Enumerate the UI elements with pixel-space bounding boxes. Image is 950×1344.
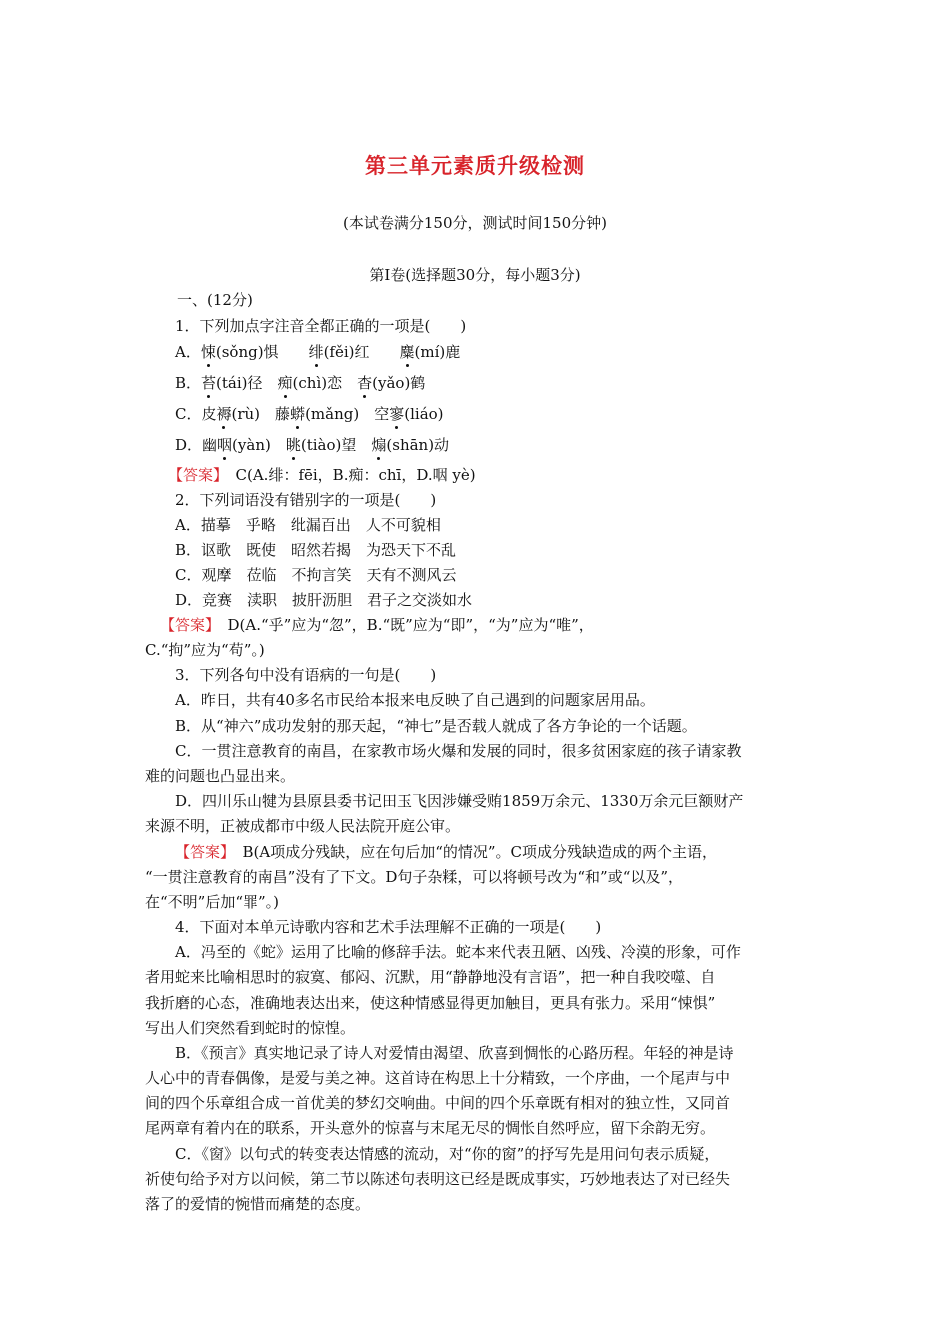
question-1-option-a: A．悚(sǒng)惧 绯(fěi)红 麋(mí)鹿 <box>175 343 461 361</box>
question-4-option-b-cont: 间的四个乐章组合成一首优美的梦幻交响曲。中间的四个乐章既有相对的独立性，又同首 <box>145 1094 731 1112</box>
question-2-answer-cont: C.“拘”应为“苟”。) <box>145 641 265 659</box>
question-3-option-c: C．一贯注意教育的南昌，在家教市场火爆和发展的同时，很多贫困家庭的孩子请家教 <box>175 742 742 760</box>
question-4-option-c-cont: 祈使句给予对方以问候，第二节以陈述句表明这已经是既成事实，巧妙地表达了对已经失 <box>145 1170 731 1188</box>
question-3-option-d-cont: 来源不明，正被成都市中级人民法院开庭公审。 <box>145 817 461 835</box>
question-1-option-d: D．幽咽(yàn) 眺(tiào)望 煽(shān)动 <box>175 436 450 454</box>
question-4-option-c: C．《窗》以句式的转变表达情感的流动，对“你的窗”的抒写先是用问句表示质疑， <box>175 1145 720 1163</box>
exam-info: (本试卷满分150分，测试时间150分钟) <box>343 214 607 232</box>
question-3-stem: 3．下列各句中没有语病的一句是( ) <box>175 666 437 684</box>
answer-tag: 【答案】 <box>175 843 228 861</box>
answer-tag: 【答案】 <box>160 616 213 634</box>
question-4-stem: 4．下面对本单元诗歌内容和艺术手法理解不正确的一项是( ) <box>175 918 602 936</box>
question-4-option-a: A．冯至的《蛇》运用了比喻的修辞手法。蛇本来代表丑陋、凶残、冷漠的形象，可作 <box>175 943 741 961</box>
question-1-answer: 【答案】 C(A.绯：fēi，B.痴：chī，D.咽 yè) <box>168 466 476 484</box>
question-3-option-b: B．从“神六”成功发射的那天起，“神七”是否载人就成了各方争论的一个话题。 <box>175 717 697 735</box>
question-2-option-d: D．竞赛 渎职 披肝沥胆 君子之交淡如水 <box>175 591 473 609</box>
question-1-option-b: B．苔(tái)径 痴(chì)恋 杳(yǎo)鹤 <box>175 374 426 392</box>
question-4-option-a-cont: 我折磨的心态，准确地表达出来，使这种情感显得更加触目，更具有张力。采用“悚惧” <box>145 994 716 1012</box>
question-4-option-b: B．《预言》真实地记录了诗人对爱情由渴望、欣喜到惆怅的心路历程。年轻的神是诗 <box>175 1044 734 1062</box>
question-4-option-a-cont: 者用蛇来比喻相思时的寂寞、郁闷、沉默，用“静静地没有言语”，把一种自我咬噬、自 <box>145 968 716 986</box>
question-4-option-c-cont: 落了的爱情的惋惜而痛楚的态度。 <box>145 1195 371 1213</box>
question-3-option-c-cont: 难的问题也凸显出来。 <box>145 767 296 785</box>
question-1-stem: 1．下列加点字注音全都正确的一项是( ) <box>175 317 467 335</box>
question-1-option-c: C．皮褥(rù) 藤蟒(mǎng) 空寥(liáo) <box>175 405 444 423</box>
section-heading: 第Ⅰ卷(选择题30分，每小题3分) <box>369 266 581 284</box>
question-2-stem: 2．下列词语没有错别字的一项是( ) <box>175 491 437 509</box>
question-2-option-a: A．描摹 乎略 纰漏百出 人不可貌相 <box>175 516 441 534</box>
question-2-answer: 【答案】 D(A.“乎”应为“忽”，B.“既”应为“即”，“为”应为“唯”， <box>160 616 594 634</box>
part-heading: 一、(12分) <box>177 291 253 309</box>
question-2-option-c: C．观摩 莅临 不拘言笑 天有不测风云 <box>175 566 457 584</box>
question-4-option-b-cont: 尾两章有着内在的联系，开头意外的惊喜与末尾无尽的惆怅自然呼应，留下余韵无穷。 <box>145 1119 716 1137</box>
question-2-option-b: B．讴歌 既使 昭然若揭 为恐天下不乱 <box>175 541 457 559</box>
page-title: 第三单元素质升级检测 <box>365 153 585 178</box>
question-4-option-a-cont: 写出人们突然看到蛇时的惊惶。 <box>145 1019 356 1037</box>
answer-tag: 【答案】 <box>168 466 221 484</box>
question-3-option-a: A．昨日，共有40多名市民给本报来电反映了自己遇到的问题家居用品。 <box>175 691 655 709</box>
question-3-answer-cont: 在“不明”后加“罪”。) <box>145 893 280 911</box>
question-3-answer-cont: “一贯注意教育的南昌”没有了下文。D句子杂糅，可以将顿号改为“和”或“以及”， <box>145 868 684 886</box>
question-3-option-d: D．四川乐山犍为县原县委书记田玉飞因涉嫌受贿1859万余元、1330万余元巨额财产 <box>175 792 744 810</box>
question-4-option-b-cont: 人心中的青春偶像，是爱与美之神。这首诗在构思上十分精致，一个序曲，一个尾声与中 <box>145 1069 731 1087</box>
question-3-answer: 【答案】 B(A项成分残缺，应在句后加“的情况”。C项成分残缺造成的两个主语， <box>175 843 718 861</box>
